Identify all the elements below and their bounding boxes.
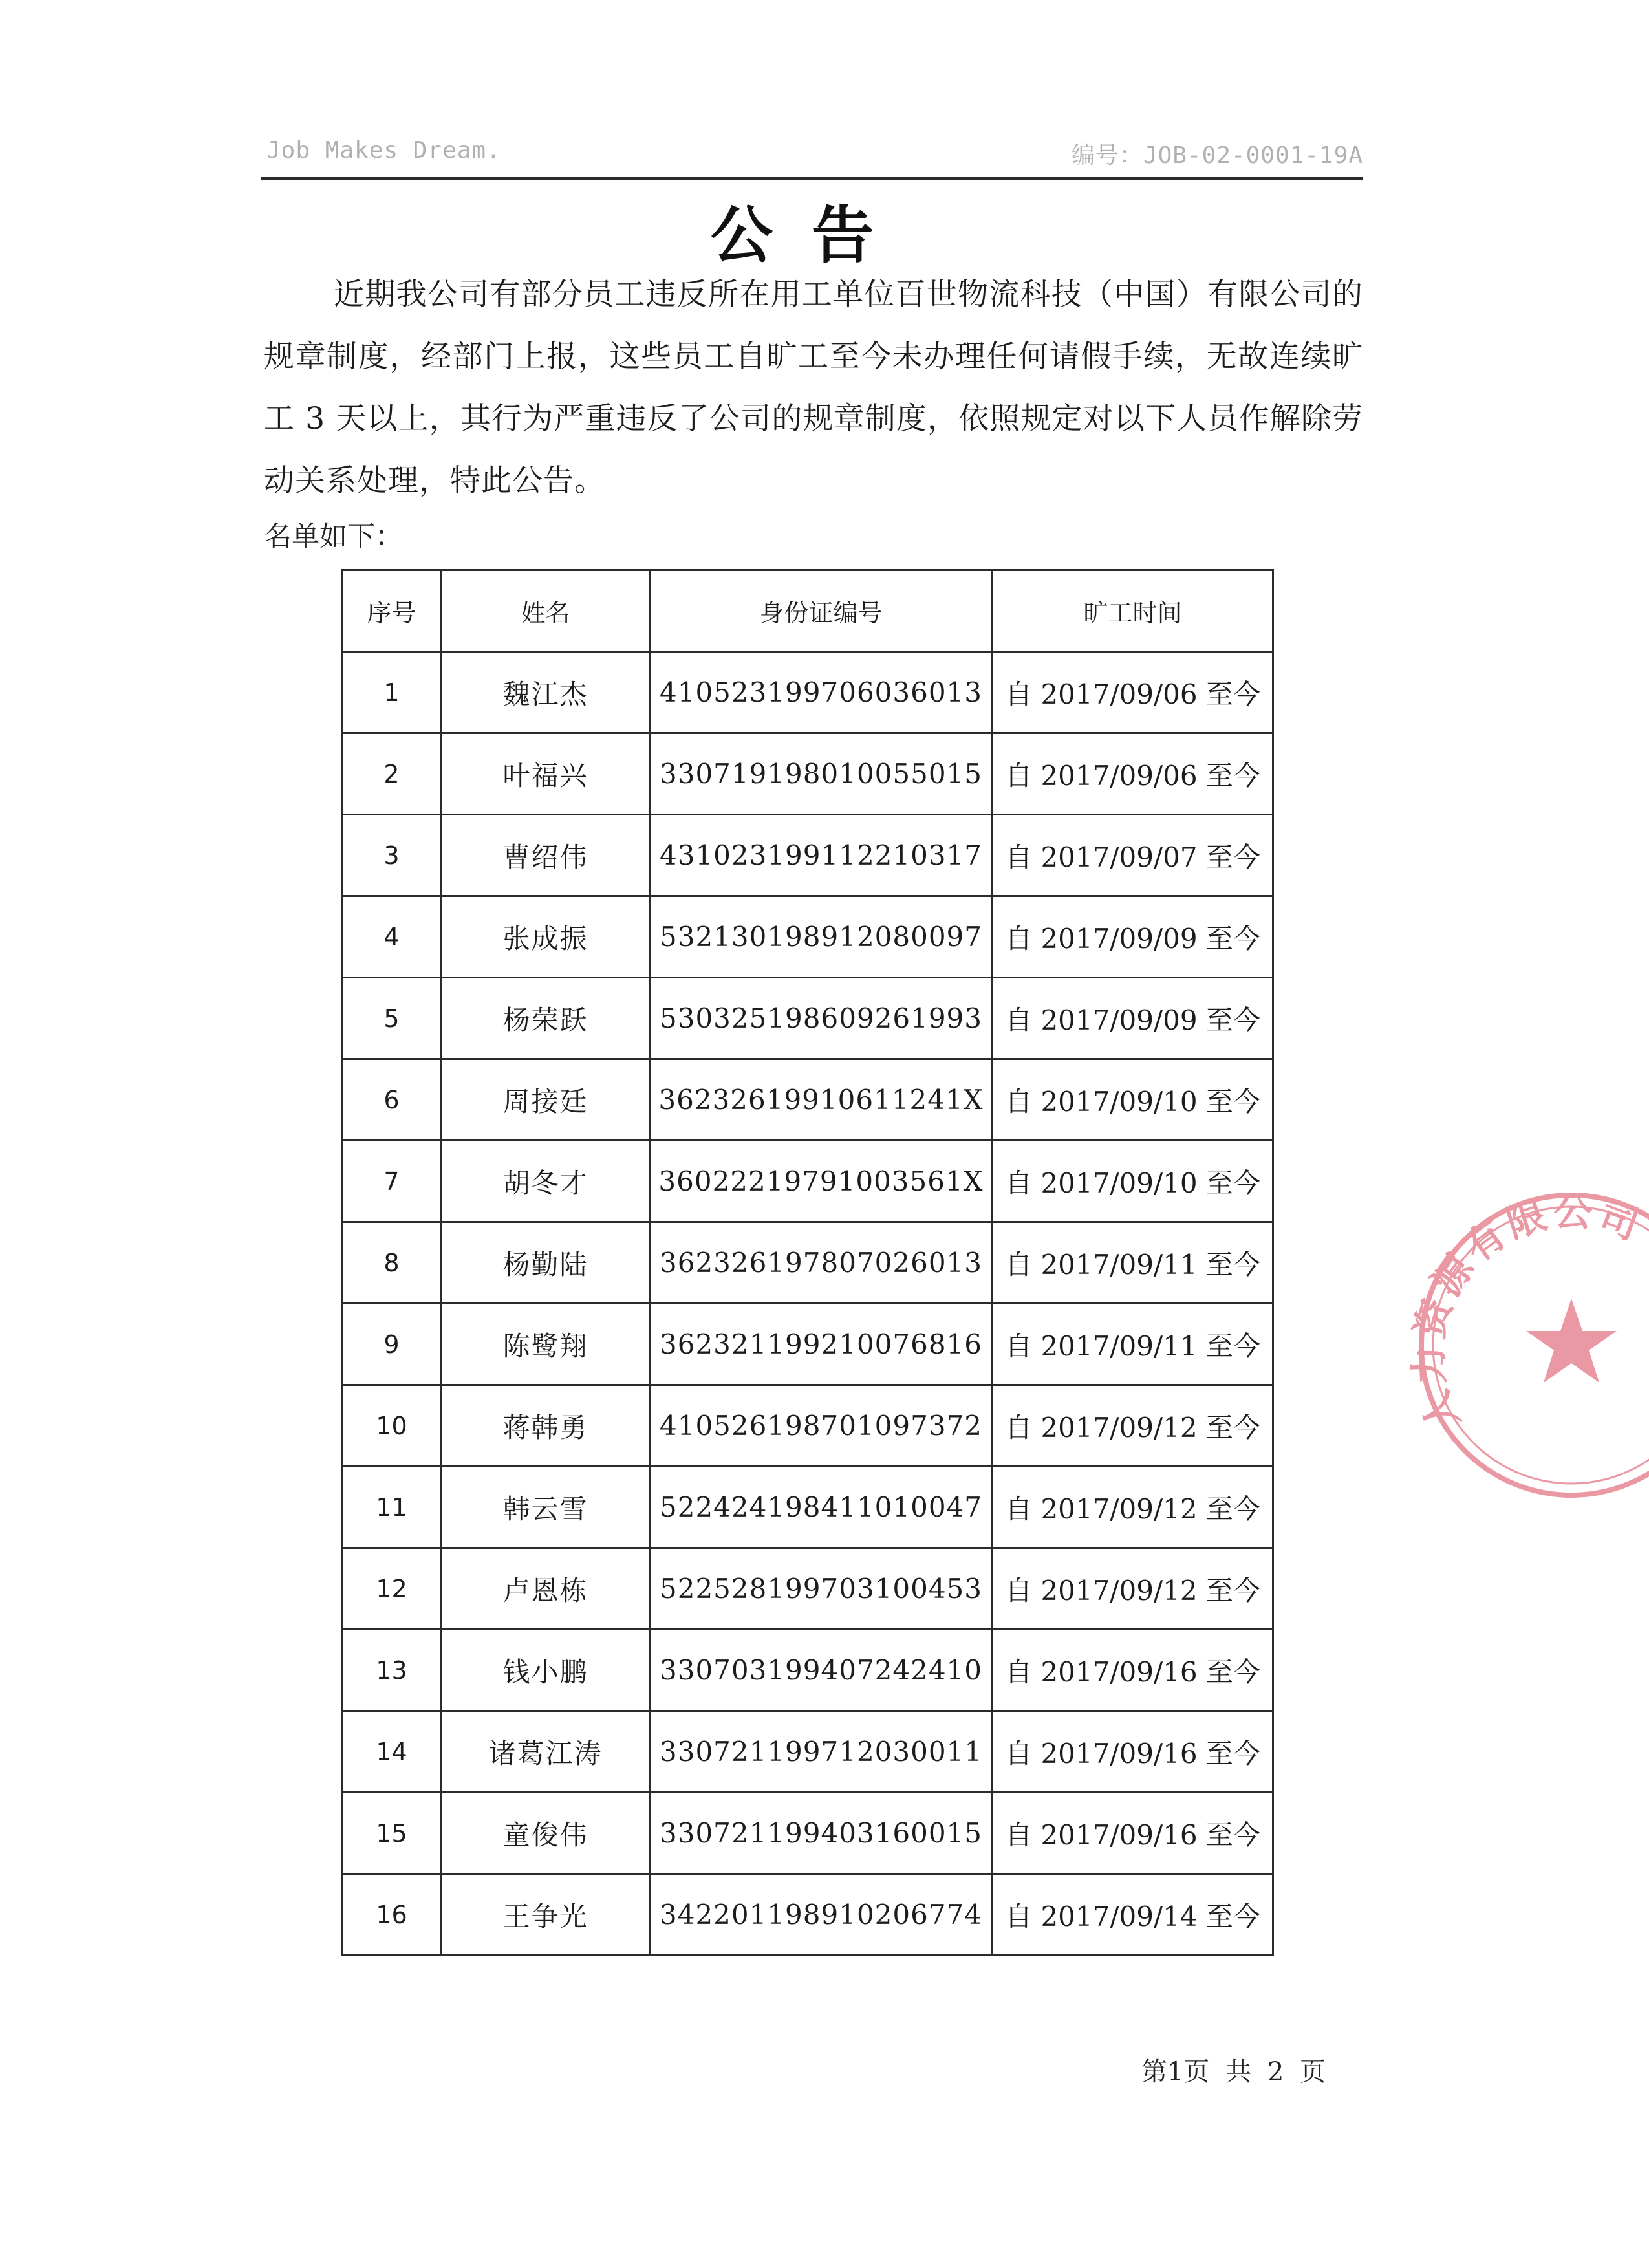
table-row	[342, 815, 1273, 896]
absence-period: 自 2017/09/09 至今	[993, 978, 1273, 1059]
table-row	[342, 1793, 1273, 1874]
header-id-number: 身份证编号	[650, 570, 993, 652]
id-number: 330721199712030011	[650, 1711, 993, 1793]
header-index: 序号	[342, 570, 442, 652]
employee-name: 叶福兴	[442, 733, 650, 815]
table-row	[342, 1304, 1273, 1385]
table-row	[342, 1059, 1273, 1141]
employee-name: 钱小鹏	[442, 1630, 650, 1711]
employee-name: 周接廷	[442, 1059, 650, 1141]
id-number: 532130198912080097	[650, 896, 993, 978]
table-row	[342, 1222, 1273, 1304]
employee-name: 杨勤陆	[442, 1222, 650, 1304]
id-number: 36232619910611241X	[650, 1059, 993, 1141]
id-number: 36022219791003561X	[650, 1141, 993, 1222]
table-row	[342, 652, 1273, 733]
employee-name: 蒋韩勇	[442, 1385, 650, 1467]
seal-text: 人力资源有限公司	[1405, 1190, 1649, 1438]
table-row	[342, 1385, 1273, 1467]
absence-period: 自 2017/09/11 至今	[993, 1222, 1273, 1304]
id-number: 522528199703100453	[650, 1548, 993, 1630]
list-label: 名单如下：	[264, 521, 403, 553]
absence-period: 自 2017/09/12 至今	[993, 1467, 1273, 1548]
table-row	[342, 896, 1273, 978]
id-number: 530325198609261993	[650, 978, 993, 1059]
absence-period: 自 2017/09/10 至今	[993, 1059, 1273, 1141]
table-row	[342, 1467, 1273, 1548]
employee-name: 王争光	[442, 1874, 650, 1956]
id-number: 410523199706036013	[650, 652, 993, 733]
employee-name: 韩云雪	[442, 1467, 650, 1548]
table-header-row	[342, 570, 1273, 652]
company-seal	[1390, 1190, 1649, 1500]
table-row	[342, 1548, 1273, 1630]
svg-text:人力资源有限公司	[1406, 1190, 1649, 1437]
id-number: 330719198010055015	[650, 733, 993, 815]
absence-period: 自 2017/09/16 至今	[993, 1630, 1273, 1711]
notice-body: 近期我公司有部分员工违反所在用工单位百世物流科技（中国）有限公司的规章制度，经部门上报，这些员工自旷工至今未办理任何请假手续，无故连续旷工 3 天以上，其行为严重违反了公司的规章制度，依照规定对以下人员作解除劳动关系处理，特此公告。	[264, 277, 1363, 499]
absence-period: 自 2017/09/11 至今	[993, 1304, 1273, 1385]
header-absence-period: 旷工时间	[993, 570, 1273, 652]
absence-period: 自 2017/09/06 至今	[993, 733, 1273, 815]
absence-period: 自 2017/09/16 至今	[993, 1711, 1273, 1793]
row-index: 16	[342, 1874, 442, 1956]
employee-name: 诸葛江涛	[442, 1711, 650, 1793]
row-index: 4	[342, 896, 442, 978]
table-row	[342, 1711, 1273, 1793]
seal-star-icon	[1526, 1299, 1617, 1383]
id-number: 362321199210076816	[650, 1304, 993, 1385]
table-row	[342, 733, 1273, 815]
table-row	[342, 1630, 1273, 1711]
employee-name: 童俊伟	[442, 1793, 650, 1874]
id-number: 410526198701097372	[650, 1385, 993, 1467]
page-number: 第1页 共 2 页	[1141, 2057, 1326, 2087]
absence-period: 自 2017/09/10 至今	[993, 1141, 1273, 1222]
row-index: 7	[342, 1141, 442, 1222]
row-index: 13	[342, 1630, 442, 1711]
table-row	[342, 1141, 1273, 1222]
header-slogan: Job Makes Dream.	[266, 137, 501, 164]
employee-name: 张成振	[442, 896, 650, 978]
row-index: 14	[342, 1711, 442, 1793]
absence-period: 自 2017/09/07 至今	[993, 815, 1273, 896]
employee-name: 胡冬才	[442, 1141, 650, 1222]
row-index: 11	[342, 1467, 442, 1548]
table-row	[342, 1874, 1273, 1956]
id-number: 330703199407242410	[650, 1630, 993, 1711]
employee-name: 杨荣跃	[442, 978, 650, 1059]
document-code: 编号：JOB-02-0001-19A	[1071, 142, 1363, 169]
row-index: 12	[342, 1548, 442, 1630]
row-index: 2	[342, 733, 442, 815]
row-index: 10	[342, 1385, 442, 1467]
absence-period: 自 2017/09/09 至今	[993, 896, 1273, 978]
row-index: 3	[342, 815, 442, 896]
row-index: 8	[342, 1222, 442, 1304]
employee-name: 魏江杰	[442, 652, 650, 733]
row-index: 1	[342, 652, 442, 733]
row-index: 6	[342, 1059, 442, 1141]
id-number: 330721199403160015	[650, 1793, 993, 1874]
row-index: 9	[342, 1304, 442, 1385]
absence-period: 自 2017/09/12 至今	[993, 1548, 1273, 1630]
table-row	[342, 978, 1273, 1059]
seal-inner-ring	[1433, 1207, 1649, 1484]
header-name: 姓名	[442, 570, 650, 652]
header-rule	[261, 177, 1363, 180]
id-number: 431023199112210317	[650, 815, 993, 896]
row-index: 15	[342, 1793, 442, 1874]
page-title: 公告	[711, 199, 912, 272]
absence-period: 自 2017/09/14 至今	[993, 1874, 1273, 1956]
absence-period: 自 2017/09/16 至今	[993, 1793, 1273, 1874]
employee-name: 陈鹭翔	[442, 1304, 650, 1385]
row-index: 5	[342, 978, 442, 1059]
employee-name: 曹绍伟	[442, 815, 650, 896]
employee-name: 卢恩栋	[442, 1548, 650, 1630]
absence-period: 自 2017/09/06 至今	[993, 652, 1273, 733]
absence-period: 自 2017/09/12 至今	[993, 1385, 1273, 1467]
id-number: 362326197807026013	[650, 1222, 993, 1304]
id-number: 342201198910206774	[650, 1874, 993, 1956]
id-number: 522424198411010047	[650, 1467, 993, 1548]
employee-table	[341, 569, 1274, 1956]
